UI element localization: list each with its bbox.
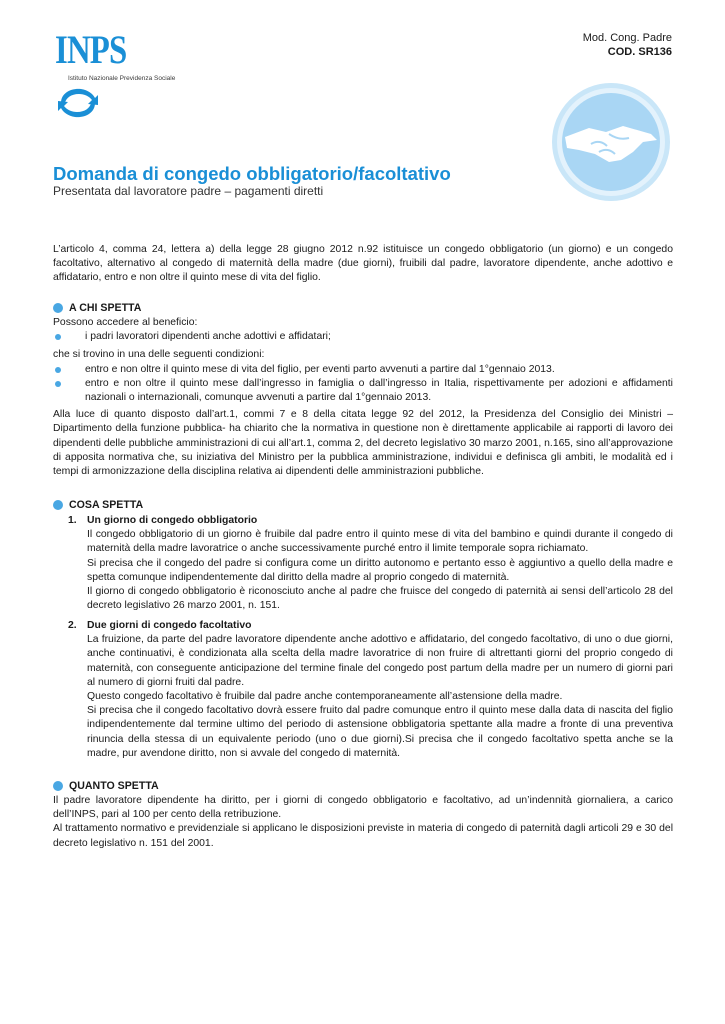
item-title-text: Due giorni di congedo facoltativo: [87, 620, 252, 631]
item2-p1: La fruizione, da parte del padre lavoratore dipendente anche adottivo e affidatario, del congedo facoltativo, di uno o due giorni, anche continuativi, è condizionata alla scelta della madre lavoratrice di non fruire di altrettanti giorni del proprio congedo di maternità, con conseguente anticipazione del termine finale del congedo post partum della madre per un numero di giorni pari al numero di giorni fruiti dal padre.: [87, 634, 673, 688]
section-bullet-icon: [53, 500, 63, 510]
section-a-chi-spetta-heading: [53, 302, 141, 314]
intro-paragraph: [53, 243, 673, 286]
cosa-spetta-item-1: [68, 514, 673, 613]
section-cosa-spetta-heading: [53, 499, 143, 511]
item1-p2: Si precisa che il congedo del padre si configura come un diritto autonomo e pertanto esso è aggiuntivo a quello della madre e spetta comunque indipendentemente dal diritto della madre al proprio congedo di maternità.: [87, 557, 673, 583]
page-subtitle: Presentata dal lavoratore padre – pagamenti diretti: [53, 184, 324, 198]
item1-p3: Il giorno di congedo obbligatorio è riconosciuto anche al padre che fruisce del congedo di paternità ai sensi dell’articolo 28 del decreto legislativo 26 marzo 2001, n. 151.: [87, 586, 673, 612]
item-body: [68, 528, 673, 613]
page-title: Domanda di congedo obbligatorio/facoltativo: [53, 163, 451, 184]
section-bullet-icon: [53, 303, 63, 313]
a-chi-bullet2: entro e non oltre il quinto mese di vita del figlio, per eventi parto avvenuti a partire dal 1°gennaio 2013.: [53, 363, 673, 377]
item-number: 1.: [68, 515, 77, 526]
item2-p2: Questo congedo facoltativo è fruibile dal padre anche contemporaneamente all’astensione della madre.: [87, 691, 563, 703]
a-chi-line1: Possono accedere al beneficio:: [53, 317, 198, 328]
item-title: [68, 619, 673, 633]
section-heading-text: COSA SPETTA: [69, 499, 144, 511]
quanto-p2: Al trattamento normativo e previdenziale si applicano le disposizioni previste in materia di congedo di paternità dagli articoli 29 e 30 del decreto legislativo n. 151 del 2001.: [53, 823, 673, 849]
a-chi-paragraph: Alla luce di quanto disposto dall’art.1, commi 7 e 8 della citata legge 92 del 2012, la Presidenza del Consiglio dei Ministri – Dipartimento della funzione pubblica- ha chiarito che la normativa in questione non è direttamente applicabile ai rapporti di lavoro dei dipendenti delle pubbliche amministrazioni di cui all’art.1, comma 2, del decreto legislativo 30 marzo 2001, n.165, sino all’approvazione di apposita normativa che, su iniziativa del Ministro per la pubblica amministrazione, individui e definisca gli ambiti, le modalità ed i tempi di armonizzazione della disciplina relativa ai dipendenti delle amministrazioni pubbliche.: [53, 409, 673, 478]
item1-p1: Il congedo obbligatorio di un giorno è fruibile dal padre entro il quinto mese di vita del bambino e quindi durante il congedo di maternità della madre lavoratrice o anche successivamente purché entro il limite temporale sopra richiamato.: [87, 529, 673, 555]
a-chi-bullet1: i padri lavoratori dipendenti anche adottivi e affidatari;: [53, 330, 673, 344]
module-code: COD. SR136: [607, 46, 672, 58]
item-title-text: Un giorno di congedo obbligatorio: [87, 515, 258, 526]
section-quanto-spetta-body: [53, 794, 673, 851]
quanto-p1: Il padre lavoratore dipendente ha diritto, per i giorni di congedo obbligatorio e facoltativo, ad un’indennità giornaliera, a carico dell’INPS, pari al 100 per cento della retribuzione.: [53, 795, 673, 821]
handshake-emblem-icon: [551, 82, 671, 202]
section-bullet-icon: [53, 781, 63, 791]
logo-subtitle: Istituto Nazionale Previdenza Sociale: [68, 75, 176, 82]
logo-wordmark: INPS: [55, 27, 127, 72]
section-a-chi-spetta-body: [53, 316, 673, 479]
item-number: 2.: [68, 620, 77, 631]
section-quanto-spetta-heading: [53, 780, 159, 792]
item-body: [68, 633, 673, 761]
item2-p3: Si precisa che il congedo facoltativo dovrà essere fruito dal padre comunque entro il quinto mese dalla data di nascita del figlio indipendentemente dal termine ultimo del periodo di astensione obbligatoria spettante alla madre a fronte di una preventiva rinuncia della stessa di un equivalente periodo (uno o due giorni).Si precisa che il congedo facoltativo spetta anche se la madre, pur avendone diritto, non si avvale del congedo di maternità.: [87, 705, 673, 759]
inps-logo: [55, 27, 195, 125]
logo-swirl-icon: [55, 85, 101, 121]
module-name: Mod. Cong. Padre: [582, 32, 672, 44]
cosa-spetta-item-2: [68, 619, 673, 761]
intro-text: L’articolo 4, comma 24, lettera a) della legge 28 giugno 2012 n.92 istituisce un congedo obbligatorio (un giorno) e un congedo facoltativo, alternativo al congedo di maternità della madre (due giorni), fruibili dal padre, lavoratore dipendente, anche adottivo e affidatario, entro e non oltre il quinto mese di vita del figlio.: [53, 244, 673, 284]
item-title: [68, 514, 673, 528]
a-chi-bullet3: entro e non oltre il quinto mese dall’ingresso in famiglia o dall’ingresso in Italia, rispettivamente per adozioni e affidamenti nazionali o internazionali, comunque avvenuti a partire dal 1°gennaio 2013.: [53, 377, 673, 405]
a-chi-line2: che si trovino in una delle seguenti condizioni:: [53, 349, 265, 361]
section-heading-text: QUANTO SPETTA: [69, 780, 159, 792]
module-code-block: [583, 31, 672, 59]
section-heading-text: A CHI SPETTA: [69, 302, 142, 314]
